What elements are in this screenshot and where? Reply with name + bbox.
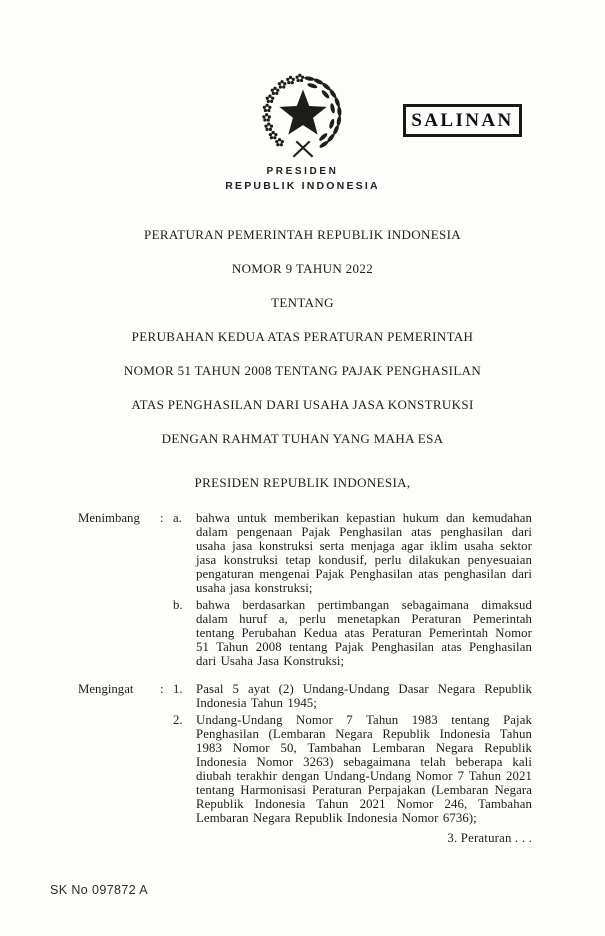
- recalling-item-2: [78, 713, 532, 825]
- title-line-tentang: TENTANG: [271, 295, 334, 310]
- letterhead: [0, 0, 605, 192]
- salinan-stamp-label: SALINAN: [411, 109, 514, 131]
- item-marker: 2.: [173, 713, 183, 727]
- item-text: bahwa berdasarkan pertimbangan sebagaimana dimaksud dalam huruf a, perlu menetapkan Peraturan Pemerintah tentang Perubahan Kedua atas Peraturan Pemerintah Nomor 51 Tahun 2008 tentang Pajak Penghasilan atas Penghasilan dari Usaha Jasa Konstruksi;: [196, 598, 532, 668]
- recalling-label: Mengingat: [78, 682, 134, 696]
- title-line-regulation: PERATURAN PEMERINTAH REPUBLIK INDONESIA: [143, 227, 462, 242]
- regulation-title: [0, 228, 605, 412]
- considering-item-b: [78, 598, 532, 668]
- item-text: Pasal 5 ayat (2) Undang-Undang Dasar Negara Republik Indonesia Tahun 1945;: [196, 682, 532, 710]
- title-line-subject-1: PERUBAHAN KEDUA ATAS PERATURAN PEMERINTAH: [131, 329, 474, 344]
- title-line-subject-2: NOMOR 51 TAHUN 2008 TENTANG PAJAK PENGHASILAN: [123, 363, 482, 378]
- item-text: Undang-Undang Nomor 7 Tahun 1983 tentang Pajak Penghasilan (Lembaran Negara Republik Indonesia Tahun 1983 Nomor 50, Tambahan Lembaran Negara Republik Indonesia Nomor 3263) sebagaimana telah beberapa kali diubah terakhir dengan Undang-Undang Nomor 7 Tahun 2021 tentang Harmonisasi Peraturan Perpajakan (Lembaran Negara Republik Indonesia Tahun 2021 Nomor 246, Tambahan Lembaran Negara Republik Indonesia Nomor 6736);: [196, 713, 532, 825]
- page-catchword: 3. Peraturan . . .: [447, 831, 532, 845]
- considering-section: [78, 511, 532, 668]
- item-marker: b.: [173, 598, 183, 612]
- invocation-line: DENGAN RAHMAT TUHAN YANG MAHA ESA: [161, 431, 444, 446]
- considering-label: Menimbang: [78, 511, 140, 525]
- title-line-number: NOMOR 9 TAHUN 2022: [231, 261, 374, 276]
- recalling-separator: :: [160, 682, 164, 696]
- letterhead-presiden: PRESIDEN: [266, 166, 339, 177]
- document-code: SK No 097872 A: [50, 883, 149, 897]
- considering-item-a: [78, 511, 532, 595]
- item-text: bahwa untuk memberikan kepastian hukum dan kemudahan dalam pengenaan Pajak Penghasilan atas penghasilan dari usaha jasa konstruksi serta menjaga agar iklim usaha sektor jasa konstruksi tetap kondusif, perlu dilakukan penyesuaian pengaturan mengenai Pajak Penghasilan atas penghasilan dari usaha jasa konstruksi;: [196, 511, 532, 595]
- item-marker: 1.: [173, 682, 183, 696]
- salinan-stamp: [403, 104, 522, 137]
- considering-separator: :: [160, 511, 164, 525]
- recalling-section: [78, 682, 532, 825]
- presidential-star-wreath-emblem-icon: [255, 68, 351, 162]
- recalling-item-1: [78, 682, 532, 710]
- title-line-subject-3: ATAS PENGHASILAN DARI USAHA JASA KONSTRUKSI: [131, 397, 474, 412]
- preamble-clauses: [78, 511, 532, 845]
- item-marker: a.: [173, 511, 182, 525]
- letterhead-republik-indonesia: REPUBLIK INDONESIA: [225, 180, 380, 192]
- authority-line: PRESIDEN REPUBLIK INDONESIA,: [194, 475, 411, 490]
